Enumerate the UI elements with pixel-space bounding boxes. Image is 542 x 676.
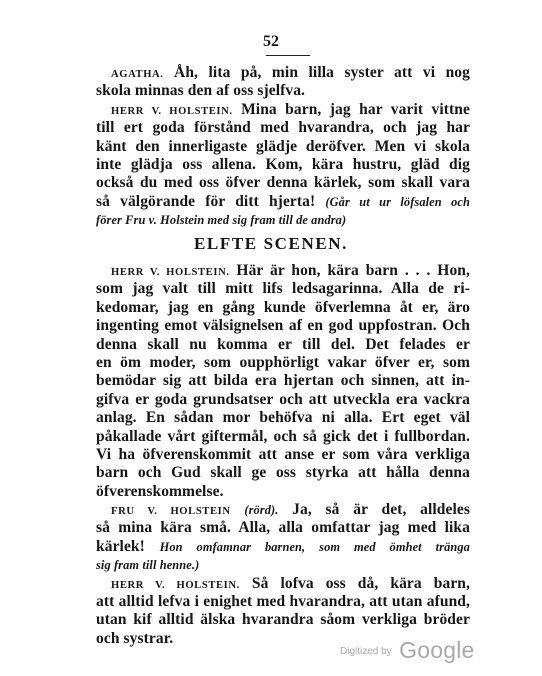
stage-direction: förer Fru v. Holstein med sig fram till de andra) bbox=[96, 213, 347, 228]
speech-text: Här är hon, kära barn . . . Hon, bbox=[236, 262, 470, 279]
speech-line: bemödar sig att bilda era hjertan och sinnen, att in- bbox=[96, 372, 470, 390]
speech-line: Vi ha öfverenskommit att anse er som våra verkliga bbox=[96, 445, 470, 463]
speech-text: Så lofva oss då, kära barn, bbox=[251, 574, 470, 592]
speaker-name: HERR V. HOLSTEIN. bbox=[111, 579, 240, 591]
top-section bbox=[96, 64, 470, 230]
speech-line: kedomar, jag en gång kunde öfverlemna åt er, äro bbox=[96, 298, 470, 316]
speaker-name: HERR V. HOLSTEIN. bbox=[111, 267, 230, 278]
speech-line: så mina kära små. Alla, alla omfattar jag med lika bbox=[96, 519, 470, 537]
speech-line: inte glädja oss allena. Kom, kära hustru, gläd dig bbox=[96, 155, 470, 173]
speech-line: känt den innerligaste glädje deröfver. Men vi skola bbox=[96, 137, 470, 155]
stage-direction: (rörd). bbox=[244, 503, 279, 518]
speech-line: öfverenskommelse. bbox=[96, 482, 224, 500]
speech-line: en öm moder, som oupphörligt vakar öfver er, som bbox=[96, 353, 470, 371]
speech-line: barn och Gud skall ge oss styrka att hålla denna bbox=[96, 464, 470, 482]
google-watermark bbox=[340, 637, 475, 664]
page-number-rule bbox=[266, 55, 310, 56]
speech-line bbox=[96, 64, 470, 82]
speaker-name: AGATHA. bbox=[111, 69, 164, 80]
speaker-name: FRU V. HOLSTEIN bbox=[111, 506, 231, 518]
speech-text: så välgörande för ditt hjerta! bbox=[96, 192, 316, 210]
speech-line: till ert goda förstånd med hvarandra, och jag har bbox=[96, 119, 470, 137]
stage-direction: sig fram till henne.) bbox=[96, 558, 200, 573]
speech-line: utan kif alltid älska hvarandra såom verkliga bröder bbox=[96, 611, 470, 629]
speech-text: Mina barn, jag har varit vittne bbox=[241, 100, 470, 118]
speech-line bbox=[96, 101, 470, 119]
speech-line: och systrar. bbox=[96, 629, 174, 647]
speech-text: kärlek! bbox=[96, 537, 145, 555]
speech-line bbox=[96, 575, 470, 593]
speech-line bbox=[96, 538, 470, 556]
speech-line: som jag valt till mitt lifs ledsagarinna. Alla de ri- bbox=[96, 280, 470, 298]
speech-line bbox=[96, 501, 470, 519]
speech-line bbox=[96, 262, 470, 280]
stage-direction: (Går ut ur löfsalen och bbox=[325, 194, 470, 209]
speech-line: påkallade vårt giftermål, och så gick det i fullbordan. bbox=[96, 427, 470, 445]
speaker-name: HERR V. HOLSTEIN. bbox=[111, 105, 233, 117]
speech-text: Åh, lita på, min lilla syster att vi nog bbox=[174, 64, 470, 81]
watermark-prefix: Digitized by bbox=[340, 646, 392, 657]
speech-line: ingenting emot välsignelsen af en god uppfostran. Och bbox=[96, 317, 470, 335]
speech-line: att alltid lefva i enighet med hvarandra, att utan afund, bbox=[96, 593, 470, 611]
scene-section bbox=[96, 262, 470, 648]
speech-line: denna skall nu komma er till del. Det felades er bbox=[96, 335, 470, 353]
speech-line: anlag. En sådan mor behöfva ni alla. Ert eget väl bbox=[96, 409, 470, 427]
stage-direction: Hon omfamnar barnen, som med ömhet tränga bbox=[159, 539, 470, 554]
speech-line: gifva er goda grundsatser och att utveckla era vackra bbox=[96, 390, 470, 408]
scene-heading: ELFTE SCENEN. bbox=[193, 234, 348, 253]
speech-line: också du med oss öfver denna kärlek, som skall vara bbox=[96, 174, 470, 192]
google-logo: Google bbox=[399, 637, 475, 663]
speech-line bbox=[96, 193, 470, 211]
page-number: 52 bbox=[263, 33, 279, 50]
speech-line: skola minnas den af oss sjelfva. bbox=[96, 82, 306, 100]
speech-text: Ja, så är det, alldeles bbox=[292, 501, 470, 519]
